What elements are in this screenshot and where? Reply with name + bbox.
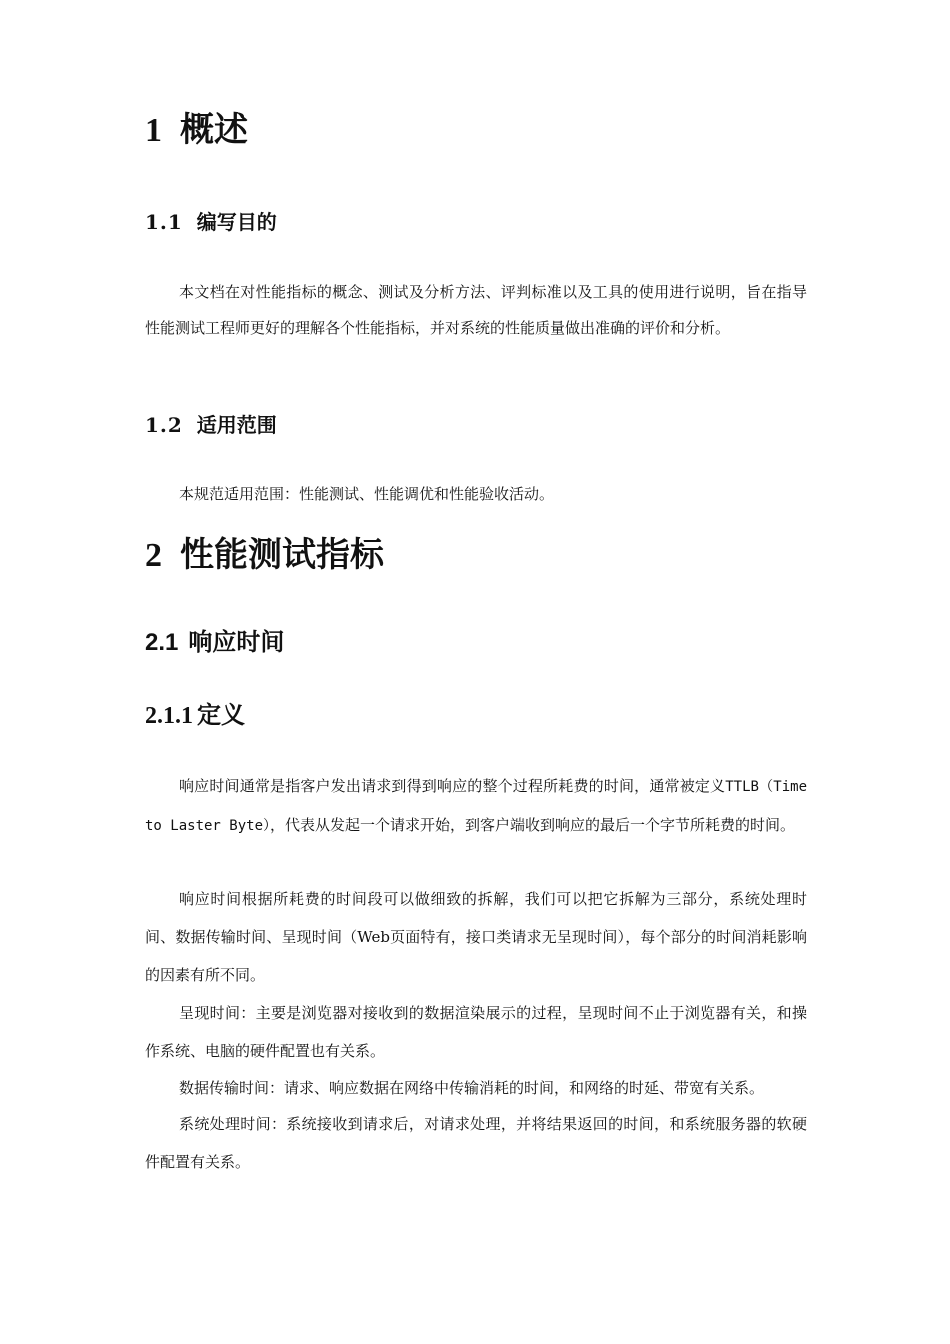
definition-paragraph-3: 呈现时间：主要是浏览器对接收到的数据渲染展示的过程，呈现时间不止于浏览器有关，和操作系统、电脑的硬件配置也有关系。 (145, 1004, 807, 1060)
heading-2 (145, 535, 807, 576)
heading-number: 1.2 (145, 413, 183, 437)
definition-text: 响应时间通常是指客户发出请求到得到响应的整个过程所耗费的时间，通常被定义 (179, 777, 726, 795)
definition-paragraph-4: 数据传输时间：请求、响应数据在网络中传输消耗的时间，和网络的时延、带宽有关系。 (179, 1079, 765, 1097)
heading-title: 编写目的 (196, 210, 277, 234)
heading-title: 适用范围 (196, 413, 277, 437)
heading-number: 2.1.1 (145, 703, 193, 729)
definition-paragraph-1 (145, 767, 807, 845)
heading-number: 2.1 (145, 629, 179, 656)
heading-title: 性能测试指标 (180, 535, 384, 575)
heading-number: 1.1 (145, 210, 183, 234)
definition-text: ，代表从发起一个请求开始，到客户端收到响应的最后一个字节所耗费的时间。 (270, 816, 796, 834)
definition-paragraph-5: 系统处理时间：系统接收到请求后，对请求处理，并将结果返回的时间，和系统服务器的软硬件配置有关系。 (145, 1115, 807, 1171)
definition-paragraph-2: 响应时间根据所耗费的时间段可以做细致的拆解，我们可以把它拆解为三部分，系统处理时间、数据传输时间、呈现时间（Web页面特有，接口类请求无呈现时间），每个部分的时间消耗影响的因素有所不同。 (145, 890, 807, 984)
heading-number: 1 (145, 112, 162, 149)
ttlb-term: TTLB（Time to Laster Byte） (145, 779, 807, 834)
heading-2-1-1 (145, 700, 807, 731)
heading-1 (145, 110, 807, 151)
heading-title: 概述 (180, 110, 248, 150)
purpose-paragraph: 本文档在对性能指标的概念、测试及分析方法、评判标准以及工具的使用进行说明，旨在指导性能测试工程师更好的理解各个性能指标，并对系统的性能质量做出准确的评价和分析。 (145, 283, 807, 337)
heading-1-1 (145, 209, 807, 235)
heading-2-1 (145, 628, 807, 658)
heading-title: 定义 (197, 700, 245, 729)
heading-1-2 (145, 412, 807, 438)
scope-paragraph: 本规范适用范围：性能测试、性能调优和性能验收活动。 (179, 485, 555, 503)
heading-title: 响应时间 (188, 629, 285, 656)
heading-number: 2 (145, 537, 162, 574)
